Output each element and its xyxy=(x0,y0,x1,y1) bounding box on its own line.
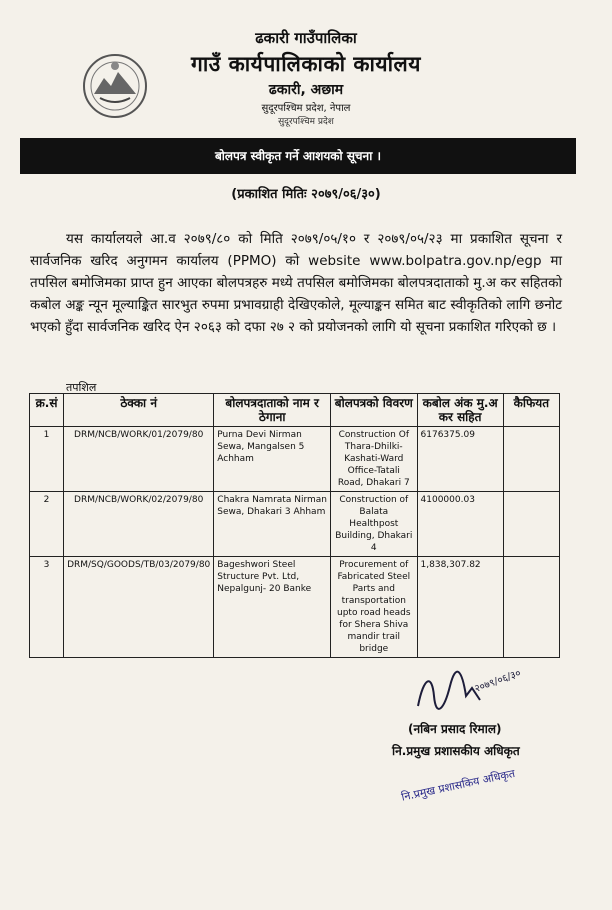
official-stamp: नि.प्रमुख प्रशासकिय अधिकृत xyxy=(400,766,517,804)
header-bidder: बोलपत्रदाताको नाम र ठेगाना xyxy=(214,394,331,427)
sign-date: २०७९/०६/३० xyxy=(473,667,523,695)
district-name: ढकारी, अछाम xyxy=(268,82,344,98)
table-header-row xyxy=(30,394,560,427)
cell-contract: DRM/NCB/WORK/02/2079/80 xyxy=(64,492,214,557)
cell-description: Construction Of Thara-Dhilki-Kashati-Ward Office-Tatali Road, Dhakari 7 xyxy=(331,427,417,492)
cell-contract: DRM/NCB/WORK/01/2079/80 xyxy=(64,427,214,492)
cell-sn: 3 xyxy=(30,557,64,658)
header-sn: क्र.सं xyxy=(30,394,64,427)
cell-sn: 1 xyxy=(30,427,64,492)
province-name: सुदूरपश्चिम प्रदेश, नेपाल xyxy=(261,103,351,114)
header-contract: ठेक्का नं xyxy=(64,394,214,427)
municipality-name: ढकारी गाउँपालिका xyxy=(255,29,357,47)
province-extra: सुदूरपश्चिम प्रदेश xyxy=(278,117,334,127)
table-row xyxy=(30,427,560,492)
cell-remarks xyxy=(503,557,559,658)
notice-title-banner: बोलपत्र स्वीकृत गर्ने आशयको सूचना । xyxy=(20,138,576,174)
publish-date: (प्रकाशित मितिः २०७९/०६/३०) xyxy=(231,187,381,202)
cell-bidder: Purna Devi Nirman Sewa, Mangalsen 5 Achham xyxy=(214,427,331,492)
table-row xyxy=(30,557,560,658)
letterhead xyxy=(0,28,612,127)
cell-remarks xyxy=(503,492,559,557)
table-caption: तपशिल xyxy=(66,381,97,394)
header-description: बोलपत्रको विवरण xyxy=(331,394,417,427)
table-row xyxy=(30,492,560,557)
cell-contract: DRM/SQ/GOODS/TB/03/2079/80 xyxy=(64,557,214,658)
cell-description: Procurement of Fabricated Steel Parts and transportation upto road heads for Shera Shiva mandir trail bridge xyxy=(331,557,417,658)
header-amount: कबोल अंक मु.अ कर सहित xyxy=(417,394,503,427)
cell-amount: 6176375.09 xyxy=(417,427,503,492)
office-name: गाउँ कार्यपालिकाको कार्यालय xyxy=(191,52,421,76)
notice-body: यस कार्यालयले आ.व २०७९/८० को मिति २०७९/०५/१० र २०७९/०५/२३ मा प्रकाशित सूचना र सार्वजनिक खरिद अनुगमन कार्यालय (PPMO) को website www.bolpatra.gov.np/egp मा तपसिल बमोजिमका प्राप्त हुन आएका बोलपत्रहरु मध्ये तपसिल बमोजिमका बोलपत्रदाताको मु.अ कर सहितको कबोल अङ्क न्यून मूल्याङ्कित सारभुत रुपमा प्रभावग्राही देखिएकोले, मूल्याङ्कन समित बाट स्वीकृतिको लागि छनोट भएको हुँदा सार्वजनिक खरिद ऐन २०६३ को दफा २७ २ को प्रयोजनको लागि यो सूचना प्रकाशित गरिएको छ । xyxy=(30,231,562,335)
cell-bidder: Bageshwori Steel Structure Pvt. Ltd, Nepalgunj- 20 Banke xyxy=(214,557,331,658)
bid-table xyxy=(29,393,560,658)
cell-bidder: Chakra Namrata Nirman Sewa, Dhakari 3 Ahham xyxy=(214,492,331,557)
cell-amount: 1,838,307.82 xyxy=(417,557,503,658)
signature-icon xyxy=(410,666,530,716)
signatory-name: (नबिन प्रसाद रिमाल) xyxy=(408,722,502,736)
cell-amount: 4100000.03 xyxy=(417,492,503,557)
header-remarks: कैफियत xyxy=(503,394,559,427)
cell-remarks xyxy=(503,427,559,492)
signatory-title: नि.प्रमुख प्रशासकीय अधिकृत xyxy=(392,744,520,758)
cell-description: Construction of Balata Healthpost Building, Dhakari 4 xyxy=(331,492,417,557)
cell-sn: 2 xyxy=(30,492,64,557)
